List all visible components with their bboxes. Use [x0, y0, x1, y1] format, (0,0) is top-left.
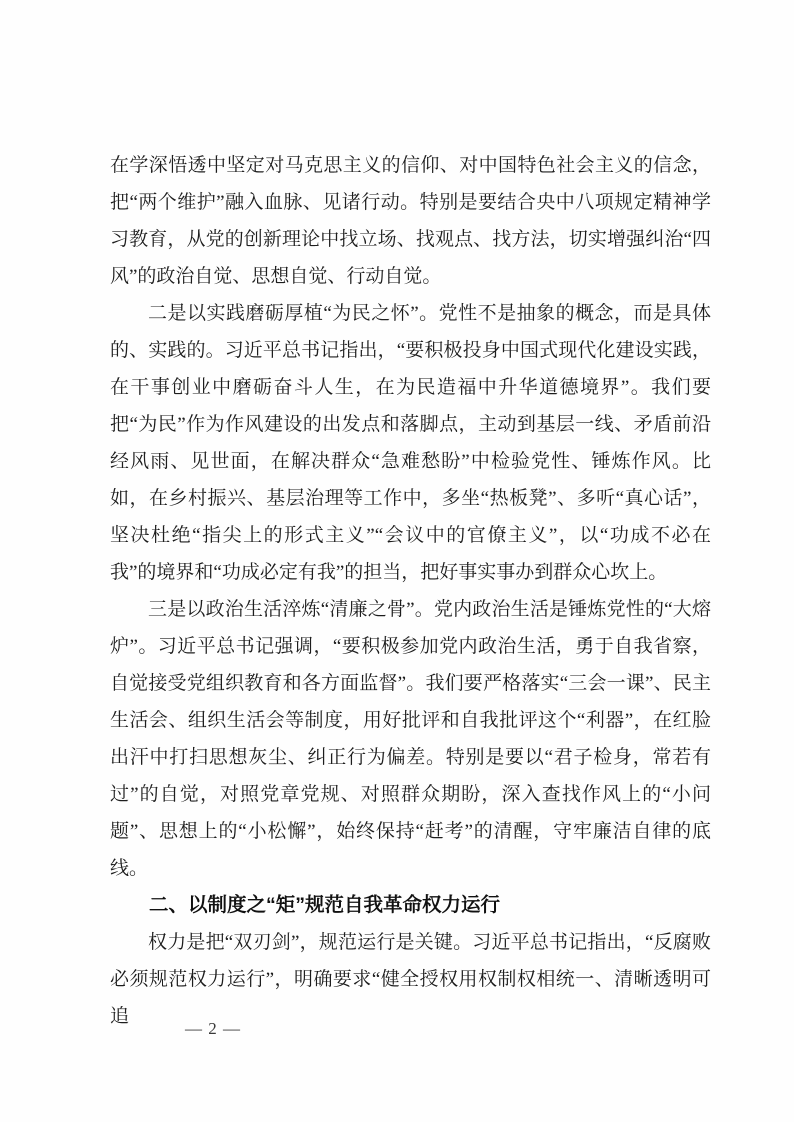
body-paragraph: 权力是把“双刃剑”，规范运行是关键。习近平总书记指出，“反腐败必须规范权力运行”，明确要求“健全授权用权制权相统一、清晰透明可追 — [110, 932, 711, 1027]
body-paragraph: 三是以政治生活淬炼“清廉之骨”。党内政治生活是锤炼党性的“大熔炉”。习近平总书记强调，“要积极参加党内政治生活，勇于自我省察，自觉接受党组织教育和各方面监督”。我们要严格落实“三会一课”、民主生活会、组织生活会等制度，用好批评和自我批评这个“利器”，在红脸出汗中打扫思想灰尘、纠正行为偏差。特别是要以“君子检身，常若有过”的自觉，对照党章党规、对照群众期盼，深入查找作风上的“小问题”、思想上的“小松懈”，始终保持“赶考”的清醒，守牢廉洁自律的底线。 — [110, 599, 711, 879]
document-body — [110, 147, 711, 1035]
body-paragraph: 二是以实践磨砺厚植“为民之怀”。党性不是抽象的概念，而是具体的、实践的。习近平总书记指出，“要积极投身中国式现代化建设实践，在干事创业中磨砺奋斗人生，在为民造福中升华道德境界”。我们要把“为民”作为作风建设的出发点和落脚点，主动到基层一线、矛盾前沿经风雨、见世面，在解决群众“急难愁盼”中检验党性、锤炼作风。比如，在乡村振兴、基层治理等工作中，多坐“热板凳”、多听“真心话”，坚决杜绝“指尖上的形式主义”“会议中的官僚主义”，以“功成不必在我”的境界和“功成必定有我”的担当，把好事实事办到群众心坎上。 — [110, 303, 711, 583]
section-heading: 二、以制度之“矩”规范自我革命权力运行 — [149, 894, 501, 916]
body-paragraph: 在学深悟透中坚定对马克思主义的信仰、对中国特色社会主义的信念，把“两个维护”融入血脉、见诸行动。特别是要结合央中八项规定精神学习教育，从党的创新理论中找立场、找观点、找方法，切实增强纠治“四风”的政治自觉、思想自觉、行动自觉。 — [110, 155, 711, 287]
page-number: — 2 — — [185, 1019, 241, 1038]
